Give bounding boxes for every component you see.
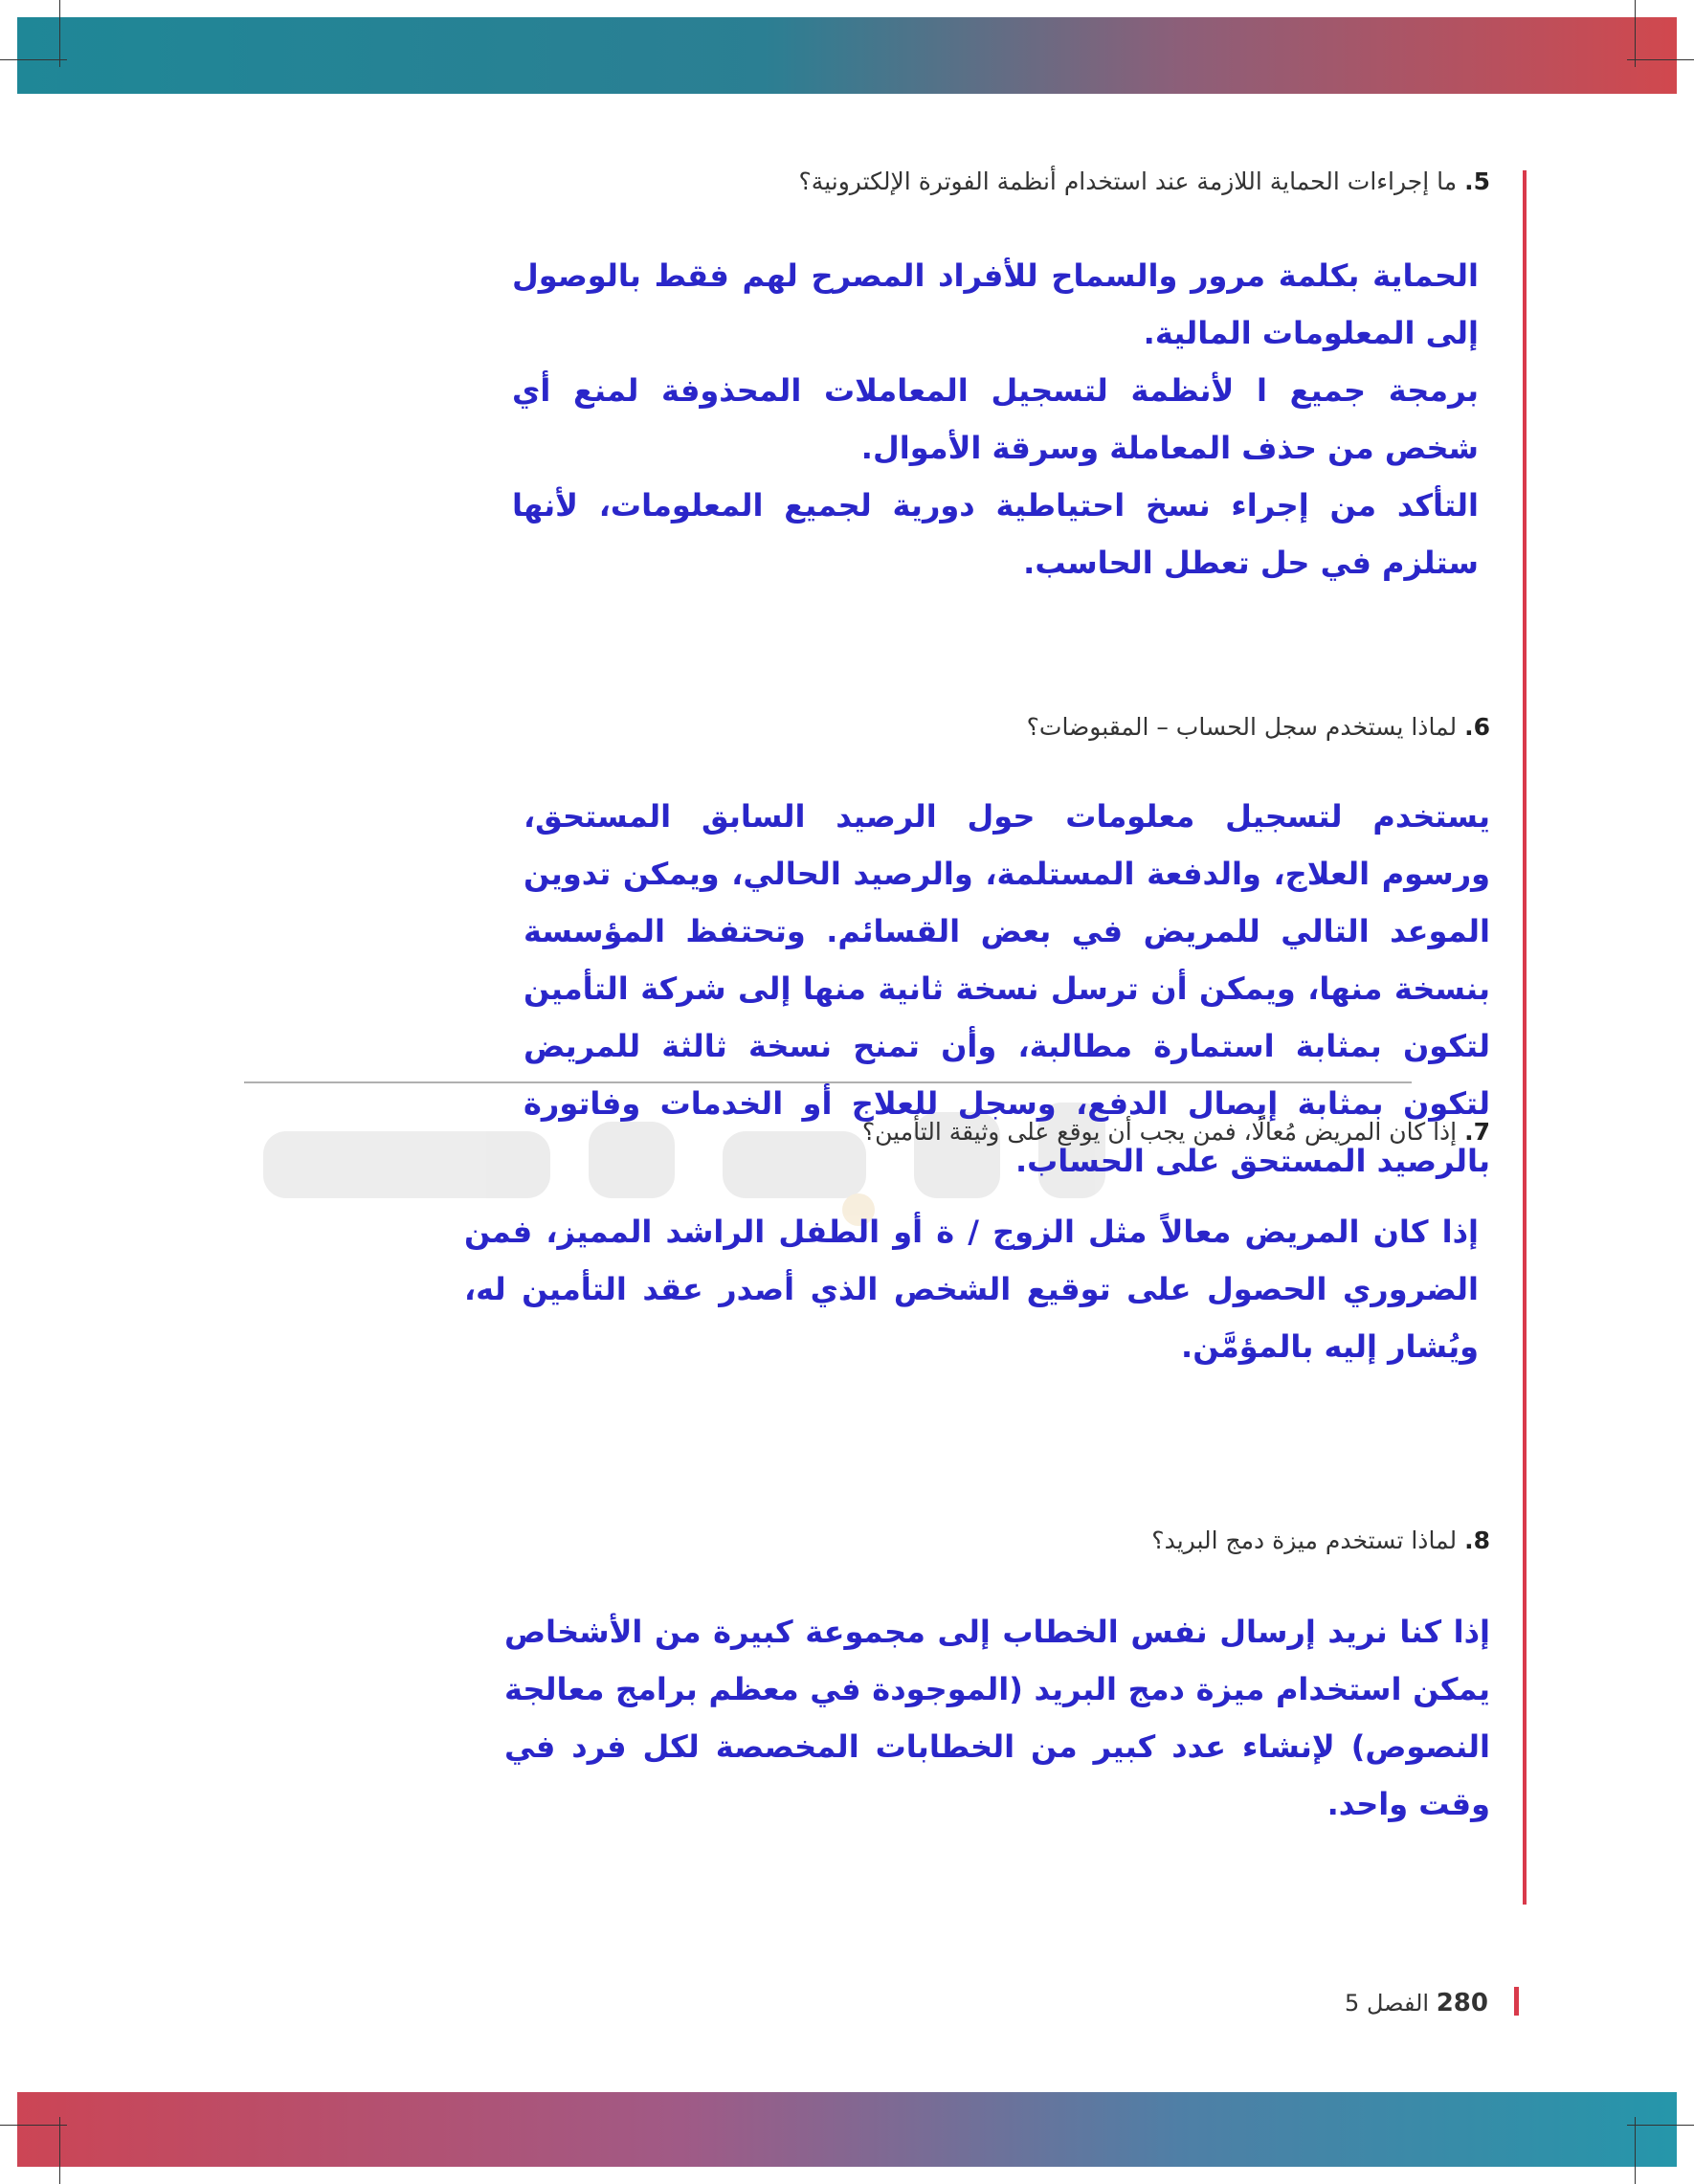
bottom-banner — [17, 2092, 1677, 2167]
crop-mark — [1627, 2125, 1694, 2126]
crop-mark — [59, 0, 60, 67]
answer-line: التأكد من إجراء نسخ احتياطية دورية لجميع المعلومات، لأنها ستلزم في حل تعطل الحاسب. — [512, 487, 1479, 581]
crop-mark — [0, 2125, 67, 2126]
answer-line: يستخدم لتسجيل معلومات حول الرصيد السابق المستحق، ورسوم العلاج، والدفعة المستلمة، والرصيد الحالي، ويمكن تدوين الموعد التالي للمريض في بعض القسائم. وتحتفظ المؤسسة بنسخة منها، ويمكن أن ترسل نسخة ثانية منها إلى شركة التأمين لتكون بمثابة استمارة مطالبة، وأن تمنح نسخة ثالثة للمريض لتكون بمثابة إيصال الدفع، وسجل للعلاج أو الخدمات وفاتورة بالرصيد المستحق على الحساب. — [524, 798, 1490, 1179]
question-7 — [862, 1118, 1490, 1146]
question-5 — [799, 167, 1490, 195]
question-number: 5. — [1464, 167, 1490, 195]
answer-line: إذا كان المريض معالاً مثل الزوج / ة أو الطفل الراشد المميز، فمن الضروري الحصول على توقيع الشخص الذي أصدر عقد التأمين له، ويُشار إليه بالمؤمَّن. — [464, 1214, 1479, 1365]
question-6 — [1027, 713, 1490, 741]
page-footer — [1345, 1989, 1488, 2017]
margin-rule — [1523, 170, 1527, 1905]
section-divider — [244, 1081, 1412, 1083]
answer-line: برمجة جميع ا لأنظمة لتسجيل المعاملات المحذوفة لمنع أي شخص من حذف المعاملة وسرقة الأموال. — [512, 372, 1479, 466]
question-text: إذا كان المريض مُعالًا، فمن يجب أن يوقع على وثيقة التأمين؟ — [861, 1118, 1458, 1146]
answer-5 — [512, 247, 1479, 591]
answer-line: الحماية بكلمة مرور والسماح للأفراد المصرح لهم فقط بالوصول إلى المعلومات المالية. — [512, 257, 1479, 351]
footer-marker — [1514, 1987, 1519, 2016]
crop-mark — [59, 2117, 60, 2184]
question-number: 6. — [1464, 713, 1490, 741]
page-number: 280 — [1436, 1989, 1488, 2017]
question-8 — [1151, 1527, 1490, 1554]
question-number: 8. — [1464, 1527, 1490, 1554]
chapter-label: الفصل 5 — [1345, 1990, 1430, 2017]
question-text: ما إجراءات الحماية اللازمة عند استخدام أنظمة الفوترة الإلكترونية؟ — [798, 167, 1458, 195]
question-number: 7. — [1464, 1118, 1490, 1146]
crop-mark — [0, 59, 67, 60]
crop-mark — [1635, 0, 1636, 67]
answer-7 — [464, 1203, 1479, 1375]
crop-mark — [1627, 59, 1694, 60]
crop-mark — [1635, 2117, 1636, 2184]
top-banner — [17, 17, 1677, 94]
question-text: لماذا يستخدم سجل الحساب – المقبوضات؟ — [1026, 713, 1458, 741]
question-text: لماذا تستخدم ميزة دمج البريد؟ — [1151, 1527, 1458, 1554]
answer-line: إذا كنا نريد إرسال نفس الخطاب إلى مجموعة كبيرة من الأشخاص يمكن استخدام ميزة دمج البريد (الموجودة في معظم برامج معالجة النصوص) لإنشاء عدد كبير من الخطابات المخصصة لكل فرد في وقت واحد. — [504, 1614, 1490, 1822]
answer-8 — [504, 1603, 1490, 1833]
